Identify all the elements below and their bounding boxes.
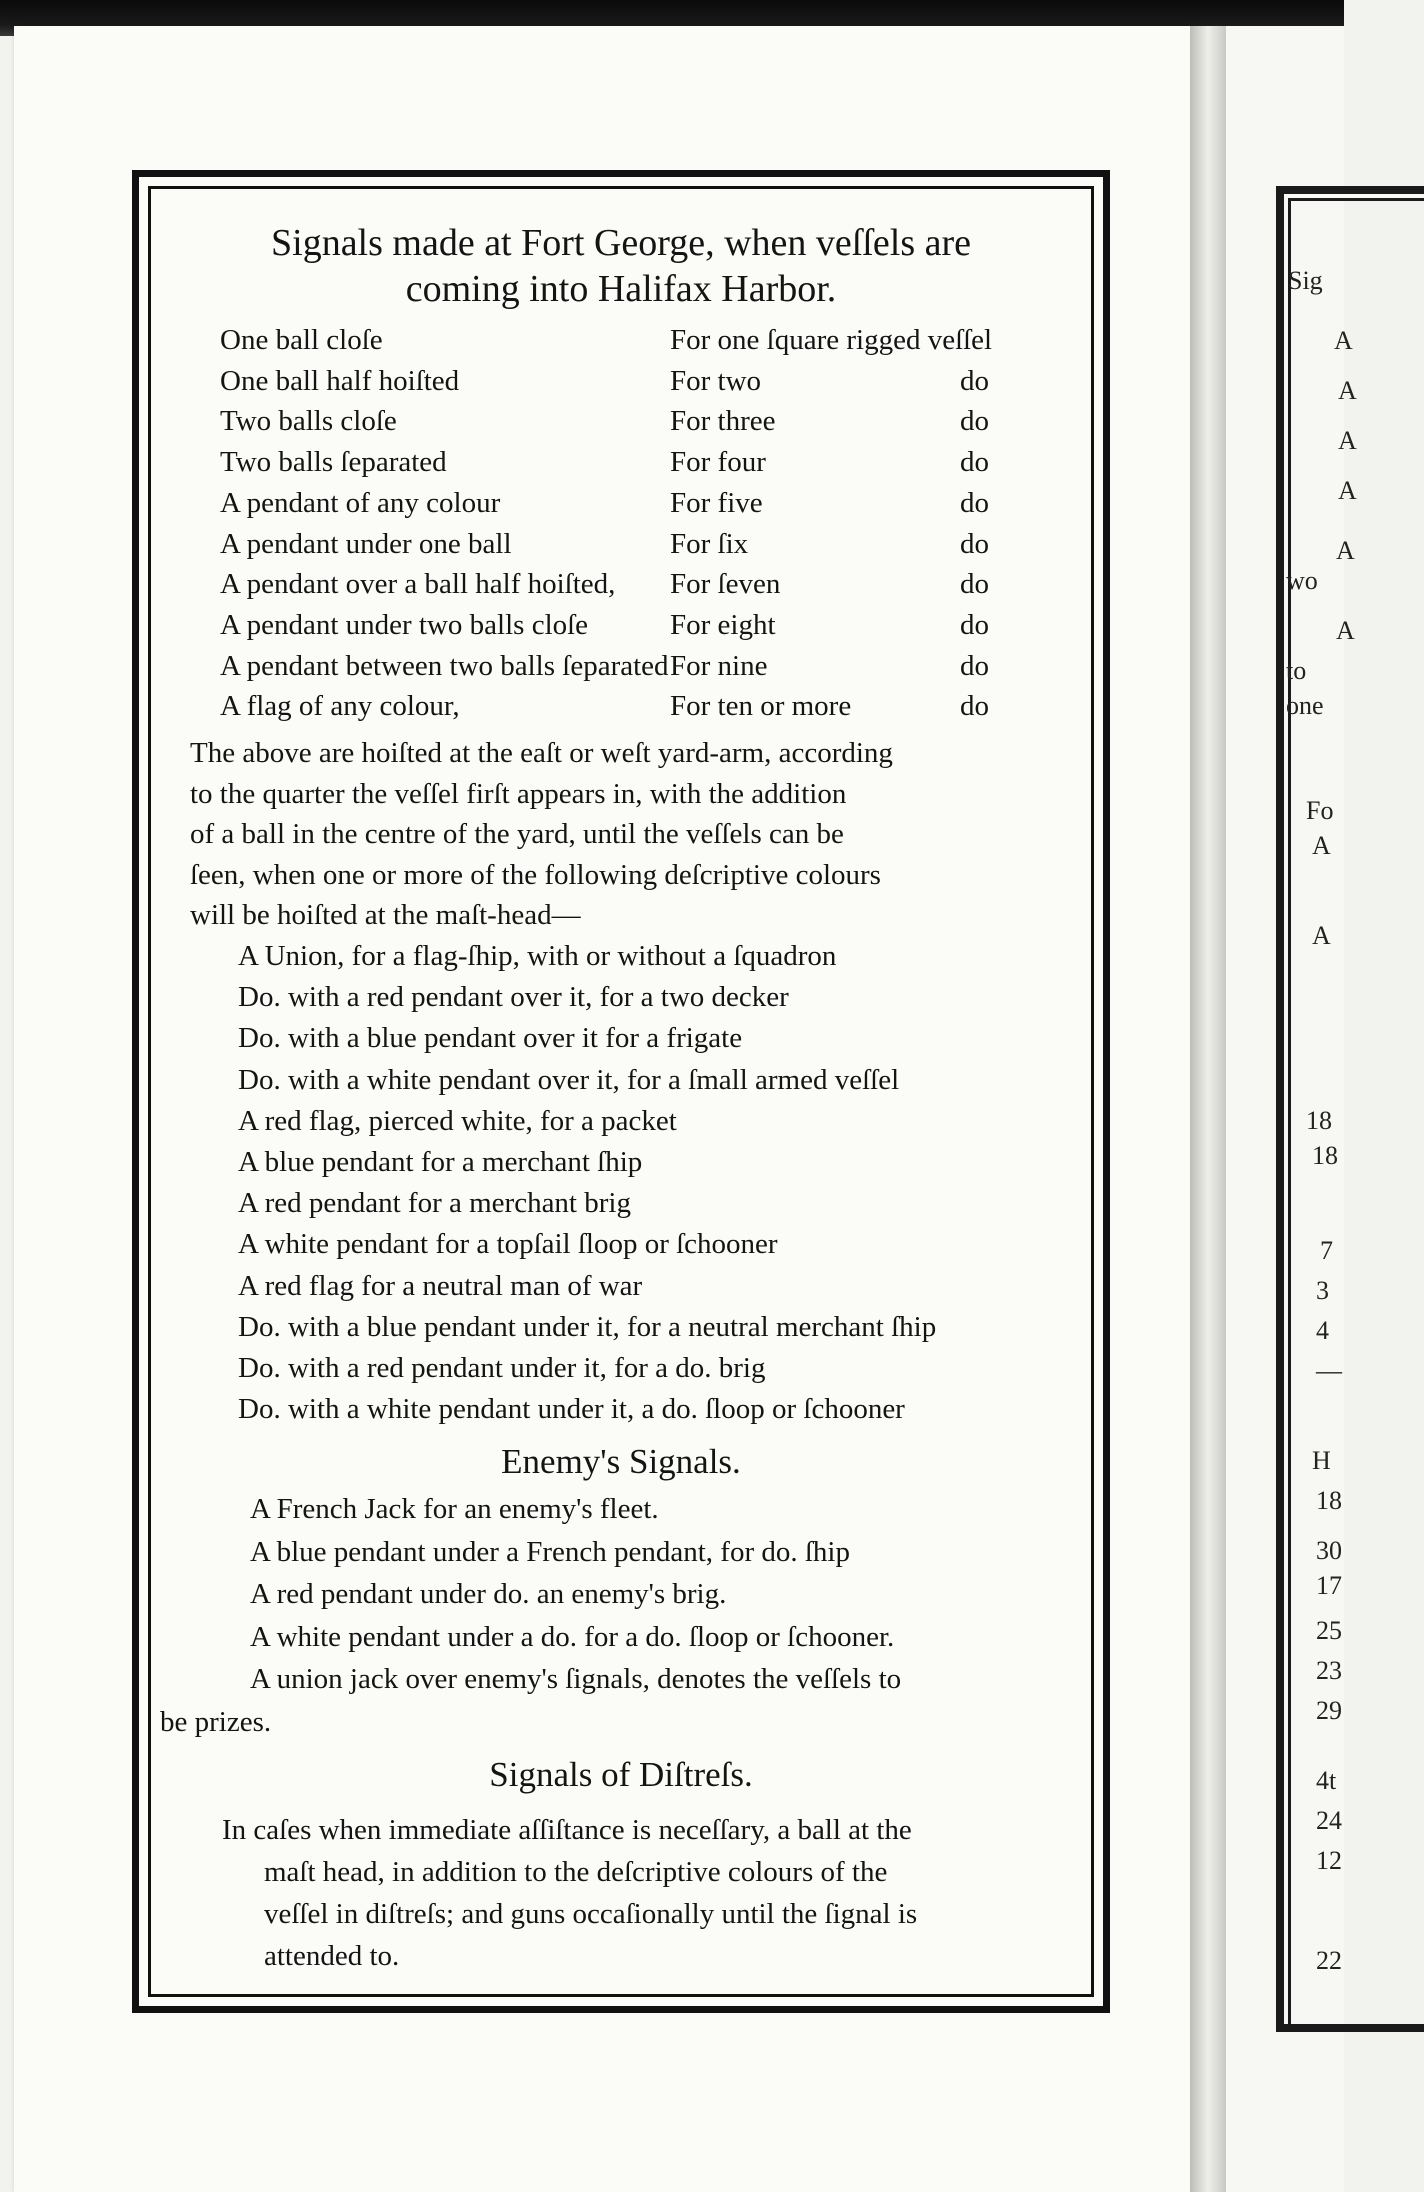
- signal-row: [220, 564, 1082, 605]
- enemy-signal-item: A blue pendant under a French pendant, for do. ſhip: [250, 1535, 850, 1568]
- signal-meaning: For five: [670, 486, 763, 519]
- signal-meaning: For three: [670, 405, 776, 438]
- signal-meaning: For nine: [670, 649, 768, 682]
- facing-page-fragment: 18: [1306, 1106, 1332, 1135]
- descriptive-colour-item: A red flag, pierced white, for a packet: [238, 1104, 677, 1137]
- signal-do: do: [960, 364, 989, 397]
- descriptive-colour-item: Do. with a white pendant over it, for a ſmall armed veſſel: [238, 1063, 900, 1096]
- signal-do: do: [960, 649, 989, 682]
- facing-page: [1226, 26, 1357, 2192]
- signal-meaning: For two: [670, 364, 762, 397]
- facing-page-fragment: A: [1336, 616, 1355, 645]
- facing-page-fragment: one: [1286, 691, 1324, 720]
- signal-do: do: [960, 486, 989, 519]
- facing-page-fragment: H: [1312, 1446, 1331, 1475]
- facing-page-fragment: 3: [1316, 1276, 1329, 1305]
- descriptive-colour-item: Do. with a red pendant over it, for a two decker: [238, 981, 789, 1014]
- notice-title: [160, 220, 1082, 312]
- signal-do: [960, 320, 1052, 361]
- hoist-paragraph-line: will be hoiſted at the maſt-head—: [190, 899, 581, 932]
- distress-line: veſſel in diſtreſs; and guns occaſionally until the ſignal is: [264, 1898, 918, 1931]
- distress-signals-heading: Signals of Diſtreſs.: [489, 1755, 753, 1795]
- signal-row: [220, 646, 1082, 687]
- enemy-signal-item: A French Jack for an enemy's fleet.: [250, 1493, 659, 1526]
- title-line-1: Signals made at Fort George, when veſſels are: [271, 222, 971, 264]
- facing-page-fragment: 7: [1320, 1236, 1333, 1265]
- facing-page-fragment: to: [1286, 656, 1307, 685]
- descriptive-colour-item: Do. with a white pendant under it, a do. ſloop or ſchooner: [238, 1393, 905, 1426]
- distress-paragraph: [222, 1809, 1082, 1977]
- signal-meaning: For one ſquare rigged veſſel: [670, 324, 993, 356]
- signal-signal: Two balls cloſe: [220, 405, 397, 438]
- signal-row: [220, 524, 1082, 565]
- hoist-paragraph-line: ſeen, when one or more of the following deſcriptive colours: [190, 858, 881, 891]
- signal-row: [220, 320, 1082, 361]
- enemy-signals-list: [250, 1488, 1082, 1701]
- facing-page-fragment: 4: [1316, 1316, 1329, 1345]
- signal-signal: A pendant under two balls cloſe: [220, 608, 589, 641]
- facing-page-fragment: 17: [1316, 1571, 1342, 1600]
- signal-signal: A flag of any colour,: [220, 690, 460, 723]
- title-line-2: coming into Halifax Harbor.: [405, 268, 837, 310]
- enemy-signal-item: A union jack over enemy's ſignals, denotes the veſſels to: [250, 1663, 902, 1696]
- descriptive-colour-item: Do. with a red pendant under it, for a do. brig: [238, 1352, 766, 1385]
- signal-do: do: [960, 405, 989, 438]
- signal-do: do: [960, 527, 989, 560]
- signal-signal: A pendant under one ball: [220, 527, 512, 560]
- descriptive-colour-item: A red flag for a neutral man of war: [238, 1269, 643, 1302]
- descriptive-colours-list: [238, 936, 1082, 1430]
- facing-page-fragment: A: [1312, 921, 1331, 950]
- facing-page-fragment: 18: [1312, 1141, 1338, 1170]
- signal-row: [220, 686, 1082, 727]
- descriptive-colour-item: Do. with a blue pendant under it, for a neutral merchant ſhip: [238, 1310, 937, 1343]
- signal-row: [220, 442, 1082, 483]
- signal-signal: A pendant over a ball half hoiſted,: [220, 568, 616, 601]
- signal-signal: One ball cloſe: [220, 324, 383, 356]
- distress-line: In caſes when immediate aſſiſtance is neceſſary, a ball at the: [222, 1814, 912, 1847]
- notice-content: [160, 200, 1082, 1990]
- signal-signal: A pendant of any colour: [220, 486, 501, 519]
- enemy-signals-heading: Enemy's Signals.: [501, 1442, 741, 1482]
- descriptive-colour-item: A Union, for a flag-ſhip, with or without a ſquadron: [238, 940, 837, 972]
- facing-page-fragment: 23: [1316, 1656, 1342, 1685]
- signal-row: [220, 361, 1082, 402]
- page-gutter: [1190, 26, 1226, 2192]
- enemy-signal-item: A white pendant under a do. for a do. ſloop or ſchooner.: [250, 1620, 895, 1653]
- facing-page-fragment: 22: [1316, 1946, 1342, 1975]
- signal-do: do: [960, 608, 989, 641]
- signal-meaning: For eight: [670, 608, 776, 641]
- hoist-paragraph-line: The above are hoiſted at the eaſt or weſt yard-arm, according: [190, 737, 893, 770]
- facing-page-fragment: A: [1338, 476, 1357, 505]
- facing-page-fragment: 30: [1316, 1536, 1342, 1565]
- hoist-paragraph-line: of a ball in the centre of the yard, until the veſſels can be: [190, 818, 844, 851]
- facing-page-fragment: wo: [1286, 566, 1318, 595]
- facing-page-fragment: 12: [1316, 1846, 1342, 1875]
- signal-meaning: For ſix: [670, 527, 749, 560]
- facing-page-fragment: A: [1312, 831, 1331, 860]
- signal-row: [220, 401, 1082, 442]
- signal-do: do: [960, 446, 989, 479]
- facing-page-fragment: 29: [1316, 1696, 1342, 1725]
- facing-page-fragment: 4t: [1316, 1766, 1337, 1795]
- hoist-paragraph: [190, 733, 1080, 936]
- descriptive-colour-item: Do. with a blue pendant over it for a frigate: [238, 1022, 743, 1055]
- facing-page-frame: [1276, 186, 1424, 2032]
- facing-page-fragment: 24: [1316, 1806, 1342, 1835]
- signal-meaning: For ten or more: [670, 690, 852, 723]
- facing-page-fragment: —: [1316, 1356, 1342, 1385]
- descriptive-colour-item: A blue pendant for a merchant ſhip: [238, 1146, 643, 1179]
- descriptive-colour-item: A red pendant for a merchant brig: [238, 1187, 631, 1220]
- hoist-paragraph-line: to the quarter the veſſel firſt appears in, with the addition: [190, 777, 847, 810]
- facing-page-fragment: A: [1336, 536, 1355, 565]
- signal-row: [220, 483, 1082, 524]
- facing-page-fragment: A: [1338, 376, 1357, 405]
- facing-page-fragment: Fo: [1306, 796, 1334, 825]
- signal-meaning: For ſeven: [670, 568, 781, 601]
- facing-page-fragment: 25: [1316, 1616, 1342, 1645]
- signal-meaning: For four: [670, 446, 766, 479]
- distress-line: maſt head, in addition to the deſcriptive colours of the: [264, 1856, 888, 1889]
- facing-page-fragment: Sig: [1288, 266, 1323, 295]
- signal-do: do: [960, 568, 989, 601]
- signal-signal: Two balls ſeparated: [220, 446, 447, 479]
- descriptive-colour-item: A white pendant for a topſail ſloop or ſchooner: [238, 1228, 778, 1261]
- enemy-signal-item: A red pendant under do. an enemy's brig.: [250, 1578, 727, 1611]
- signal-signal: A pendant between two balls ſeparated: [220, 649, 669, 682]
- enemy-signals-wrap-line: be prizes.: [160, 1705, 272, 1738]
- facing-page-fragment: 18: [1316, 1486, 1342, 1515]
- signal-row: [220, 605, 1082, 646]
- facing-page-fragment: A: [1334, 326, 1353, 355]
- signal-do: do: [960, 690, 989, 723]
- signal-signal: One ball half hoiſted: [220, 364, 460, 397]
- distress-line: attended to.: [264, 1940, 400, 1973]
- signal-table: [220, 320, 1082, 727]
- facing-page-fragment: A: [1338, 426, 1357, 455]
